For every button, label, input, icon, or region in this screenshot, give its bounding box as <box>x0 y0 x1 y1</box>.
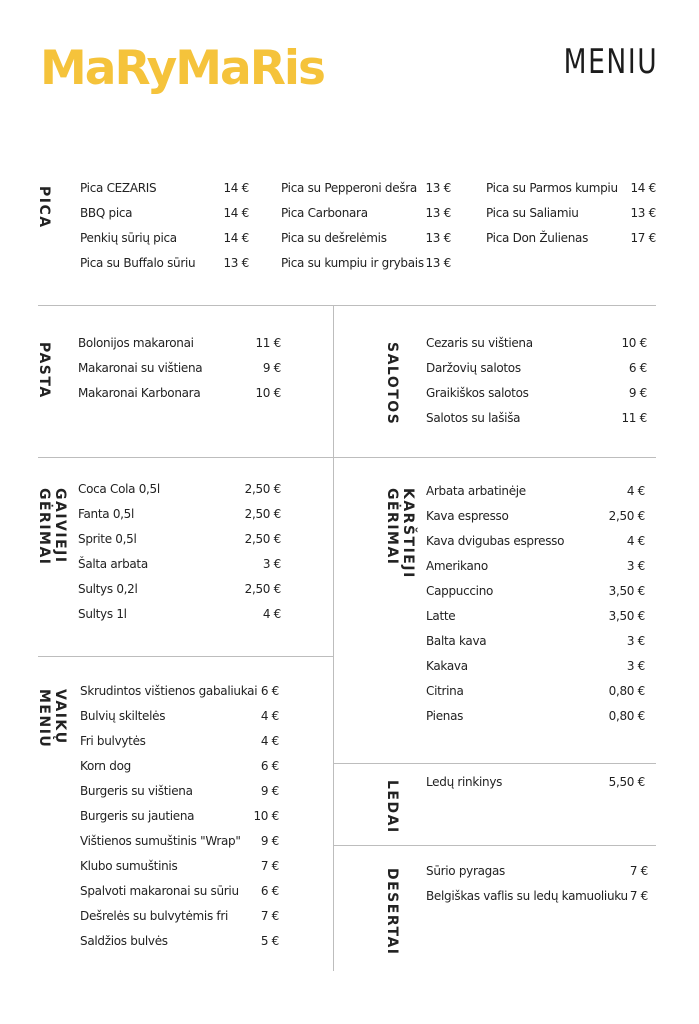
salotos-items <box>426 336 647 436</box>
menu-item: Makaronai su vištiena 9 € <box>78 361 281 375</box>
karstieji-items <box>426 484 645 734</box>
section-title-karstieji: KARŠTIEJI GĖRIMAI <box>384 488 416 579</box>
brand-logo-art <box>38 34 324 104</box>
menu-item: Kakava 3 € <box>426 659 645 673</box>
menu-item: Balta kava 3 € <box>426 634 645 648</box>
divider-pica-bottom <box>38 305 656 306</box>
menu-item: Sprite 0,5l 2,50 € <box>78 532 281 546</box>
menu-item: Dešrelės su bulvytėmis fri 7 € <box>80 909 279 923</box>
ledai-items <box>426 775 645 800</box>
menu-item: Burgeris su jautiena 10 € <box>80 809 279 823</box>
pasta-items <box>78 336 281 411</box>
pica-column-2 <box>281 181 451 281</box>
menu-item: Cappuccino 3,50 € <box>426 584 645 598</box>
brand-logo <box>38 34 324 104</box>
menu-item: Pica Don Žulienas 17 € <box>486 231 656 245</box>
menu-item: Spalvoti makaronai su sūriu 6 € <box>80 884 279 898</box>
menu-item: Pica su Parmos kumpiu 14 € <box>486 181 656 195</box>
menu-item: Sultys 0,2l 2,50 € <box>78 582 281 596</box>
menu-item: Skrudintos vištienos gabaliukai 6 € <box>80 684 279 698</box>
menu-item: Sultys 1l 4 € <box>78 607 281 621</box>
menu-item: Coca Cola 0,5l 2,50 € <box>78 482 281 496</box>
menu-item: Makaronai Karbonara 10 € <box>78 386 281 400</box>
menu-item: Pica Carbonara 13 € <box>281 206 451 220</box>
menu-item: Vištienos sumuštinis "Wrap" 9 € <box>80 834 279 848</box>
menu-item: Latte 3,50 € <box>426 609 645 623</box>
menu-item: BBQ pica 14 € <box>80 206 249 220</box>
menu-item: Šalta arbata 3 € <box>78 557 281 571</box>
section-title-pica: PICA <box>36 186 52 229</box>
menu-item: Bulvių skiltelės 4 € <box>80 709 279 723</box>
menu-item: Kava espresso 2,50 € <box>426 509 645 523</box>
page-title: MENIU <box>563 42 658 82</box>
gaivieji-items <box>78 482 281 632</box>
menu-item: Citrina 0,80 € <box>426 684 645 698</box>
menu-item: Graikiškos salotos 9 € <box>426 386 647 400</box>
brand-logo-text: MaRyMaRis <box>40 41 324 96</box>
divider-karstieji-bottom <box>333 763 656 764</box>
divider-gaivieji-bottom <box>38 656 333 657</box>
section-title-vaiku: VAIKŲ MENIU <box>36 689 68 749</box>
menu-item: Sūrio pyragas 7 € <box>426 864 648 878</box>
section-title-ledai: LEDAI <box>384 780 400 834</box>
vaiku-items <box>80 684 279 959</box>
menu-item: Burgeris su vištiena 9 € <box>80 784 279 798</box>
menu-item: Saldžios bulvės 5 € <box>80 934 279 948</box>
menu-item: Pienas 0,80 € <box>426 709 645 723</box>
section-title-pasta: PASTA <box>36 342 52 399</box>
menu-item: Bolonijos makaronai 11 € <box>78 336 281 350</box>
pica-column-3 <box>486 181 656 256</box>
menu-item: Arbata arbatinėje 4 € <box>426 484 645 498</box>
divider-salotos-bottom <box>333 457 656 458</box>
menu-item: Pica su dešrelėmis 13 € <box>281 231 451 245</box>
menu-item: Belgiškas vaflis su ledų kamuoliuku 7 € <box>426 889 648 903</box>
menu-item: Salotos su lašiša 11 € <box>426 411 647 425</box>
menu-item: Korn dog 6 € <box>80 759 279 773</box>
menu-item: Klubo sumuštinis 7 € <box>80 859 279 873</box>
menu-item: Pica CEZARIS 14 € <box>80 181 249 195</box>
section-title-desertai: DESERTAI <box>384 868 400 956</box>
menu-item: Fri bulvytės 4 € <box>80 734 279 748</box>
menu-item: Kava dvigubas espresso 4 € <box>426 534 645 548</box>
menu-item: Ledų rinkinys 5,50 € <box>426 775 645 789</box>
divider-center <box>333 305 334 971</box>
divider-pasta-bottom <box>38 457 333 458</box>
desertai-items <box>426 864 648 914</box>
pica-column-1 <box>80 181 249 281</box>
menu-item: Fanta 0,5l 2,50 € <box>78 507 281 521</box>
divider-ledai-bottom <box>333 845 656 846</box>
menu-item: Penkių sūrių pica 14 € <box>80 231 249 245</box>
menu-item: Cezaris su vištiena 10 € <box>426 336 647 350</box>
section-title-gaivieji: GAIVIEJI GĖRIMAI <box>36 488 68 566</box>
menu-item: Pica su Buffalo sūriu 13 € <box>80 256 249 270</box>
menu-item: Pica su Saliamiu 13 € <box>486 206 656 220</box>
menu-item: Amerikano 3 € <box>426 559 645 573</box>
section-title-salotos: SALOTOS <box>384 342 400 426</box>
menu-item: Daržovių salotos 6 € <box>426 361 647 375</box>
menu-item: Pica su kumpiu ir grybais 13 € <box>281 256 451 270</box>
menu-item: Pica su Pepperoni dešra 13 € <box>281 181 451 195</box>
